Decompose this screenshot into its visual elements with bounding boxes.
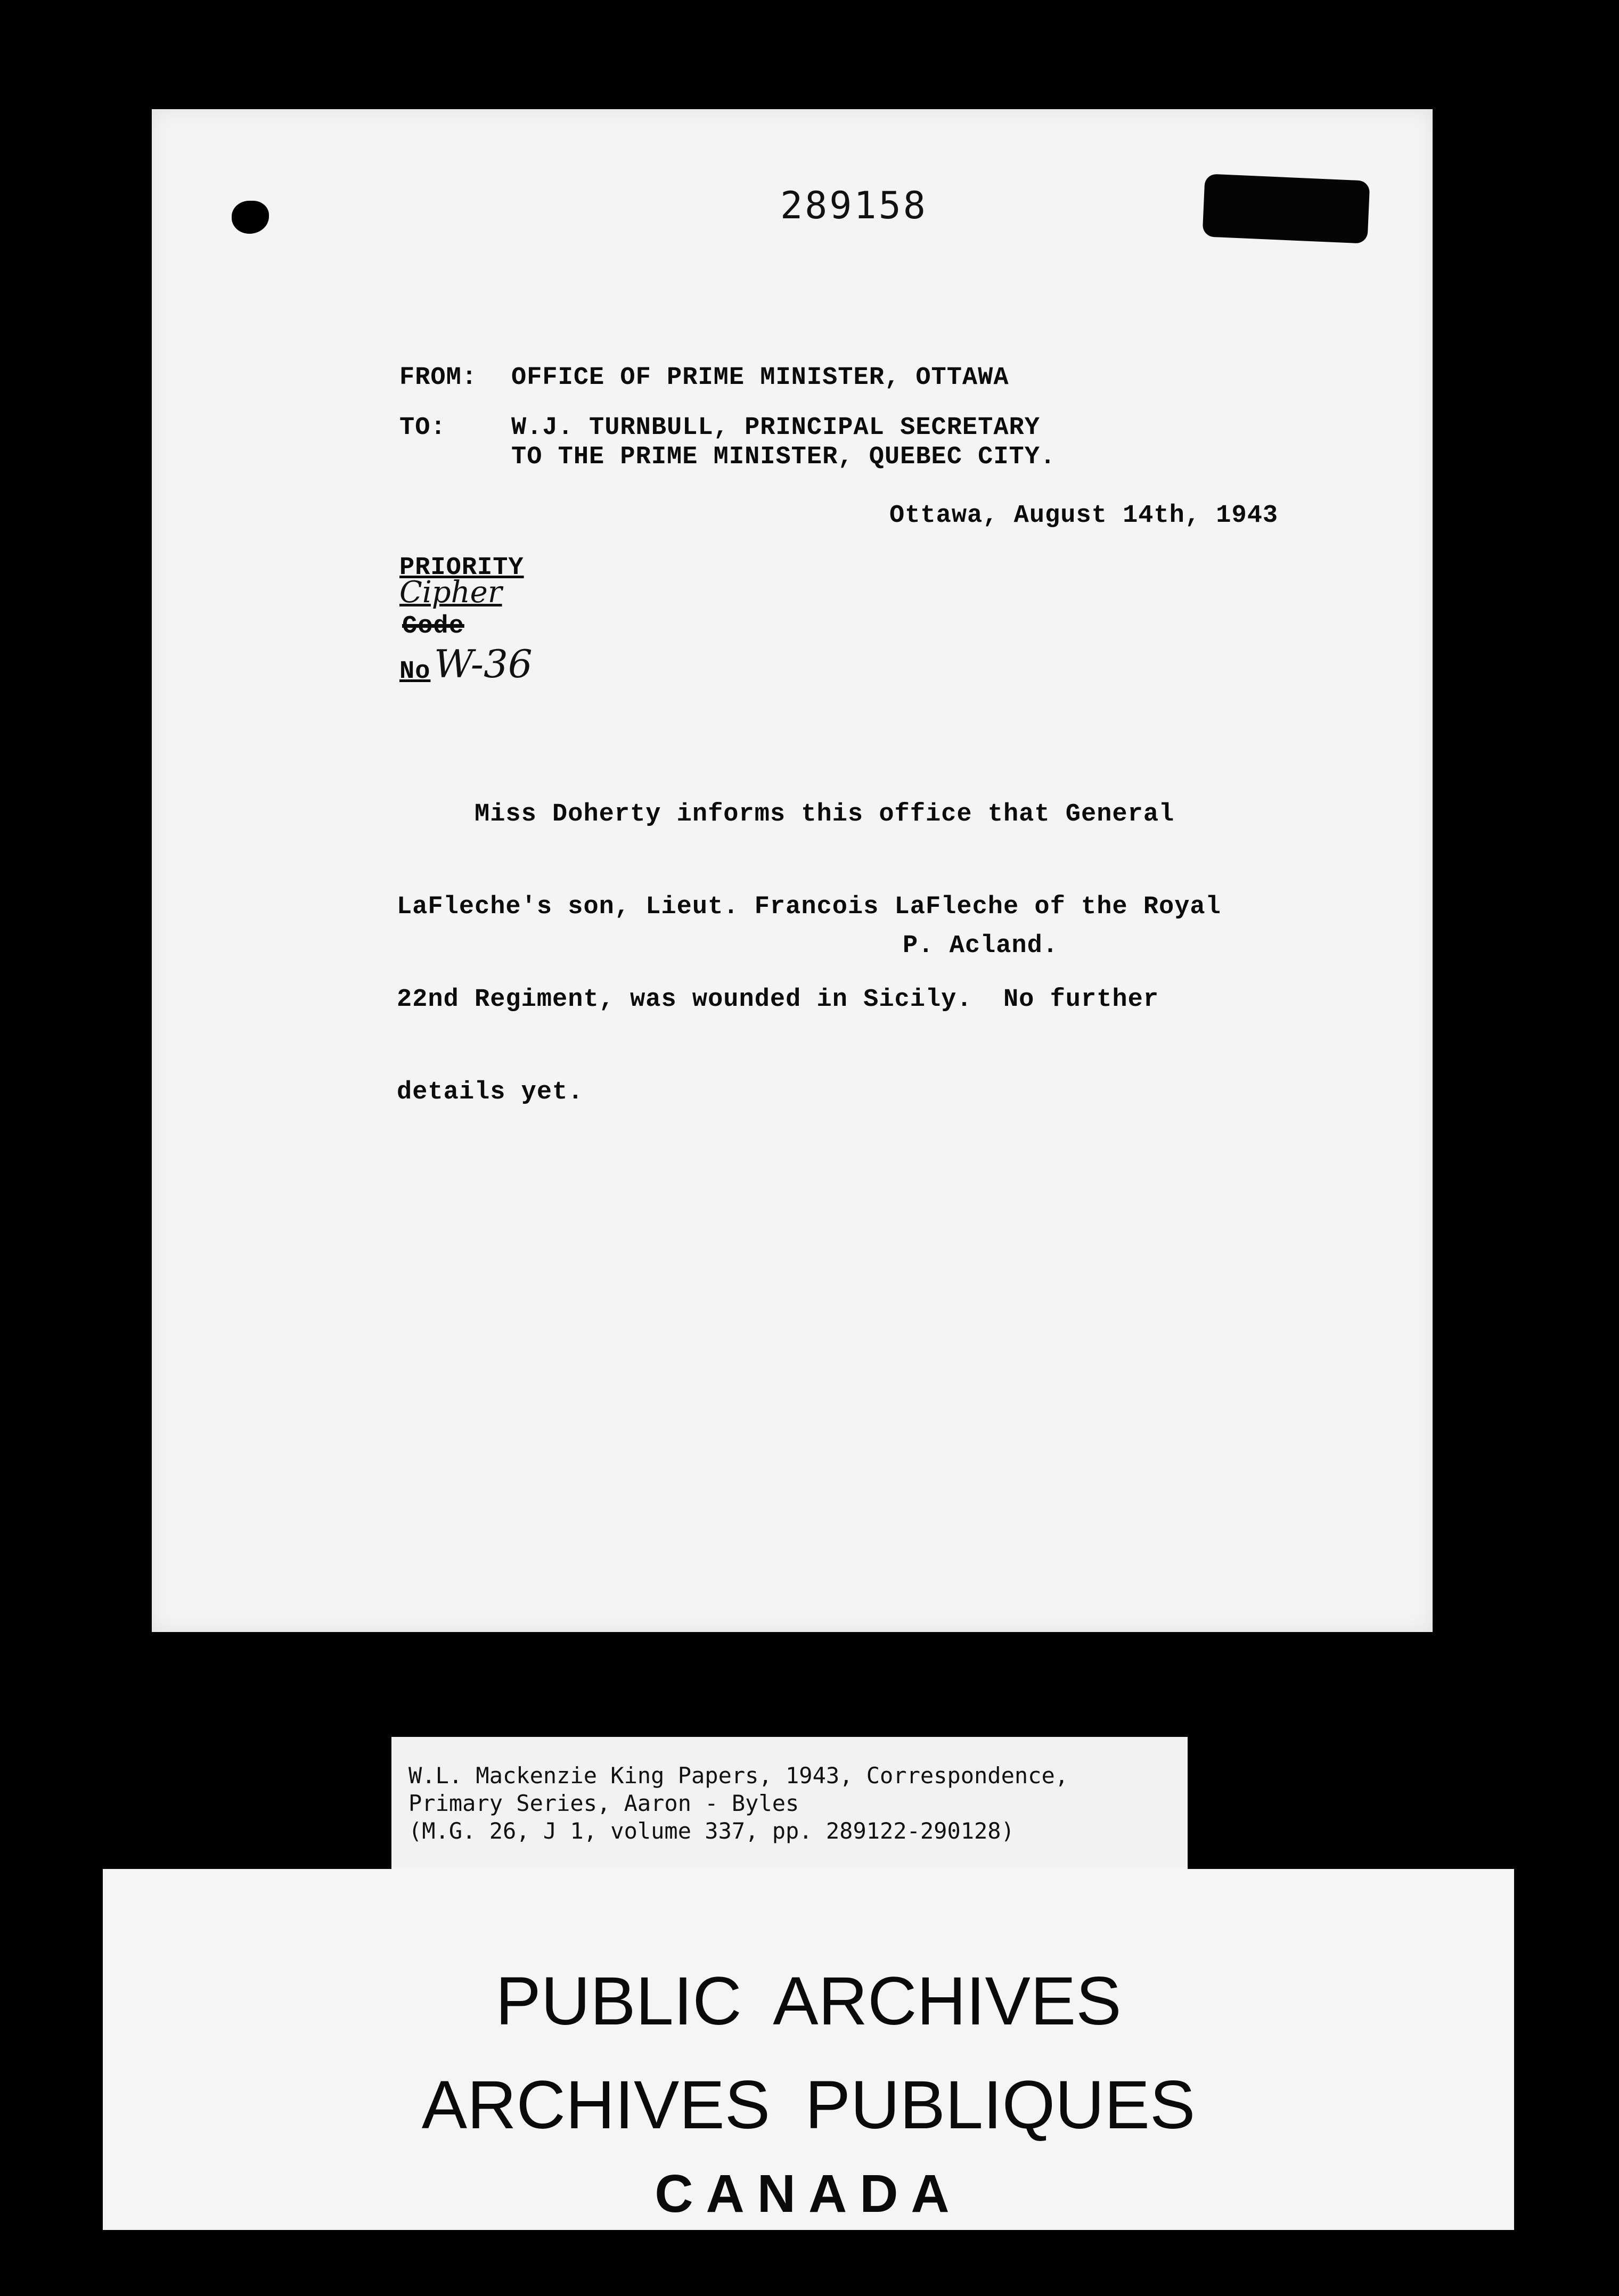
ink-blot: [232, 201, 269, 234]
number-handwritten: W-36: [434, 642, 533, 686]
from-label: FROM:: [399, 364, 478, 392]
to-label: TO:: [399, 414, 446, 442]
date-line: Ottawa, August 14th, 1943: [889, 502, 1279, 530]
banner-country: CANADA: [655, 2164, 962, 2224]
signature: P. Acland.: [903, 932, 1059, 960]
banner-title-french: ARCHIVES PUBLIQUES: [421, 2067, 1196, 2143]
reference-line: (M.G. 26, J 1, volume 337, pp. 289122-290128): [408, 1818, 1015, 1844]
struck-code-label: Code: [402, 612, 464, 641]
priority-label: PRIORITY: [399, 554, 524, 582]
from-value: OFFICE OF PRIME MINISTER, OTTAWA: [511, 364, 1009, 392]
to-value-line1: W.J. TURNBULL, PRINCIPAL SECRETARY: [511, 414, 1040, 442]
body-line: LaFleche's son, Lieut. Francois LaFleche of the Royal: [397, 893, 1221, 921]
body-line: 22nd Regiment, was wounded in Sicily. No further: [397, 986, 1159, 1014]
reference-card: [391, 1737, 1188, 1869]
message-body: [397, 737, 1221, 1170]
to-value-line2: TO THE PRIME MINISTER, QUEBEC CITY.: [511, 443, 1056, 471]
page-number: 289158: [780, 184, 928, 227]
reference-line: W.L. Mackenzie King Papers, 1943, Correspondence,: [408, 1762, 1069, 1789]
reference-line: Primary Series, Aaron - Byles: [408, 1790, 799, 1816]
body-line: Miss Doherty informs this office that General: [397, 800, 1175, 829]
redaction-mark: [1203, 174, 1370, 243]
cipher-handwritten: Cipher: [399, 575, 502, 610]
archives-banner: [103, 1869, 1514, 2230]
document-page: [152, 109, 1433, 1632]
number-label: No: [399, 658, 431, 686]
body-line: details yet.: [397, 1078, 584, 1106]
banner-title-english: PUBLIC ARCHIVES: [495, 1963, 1122, 2039]
